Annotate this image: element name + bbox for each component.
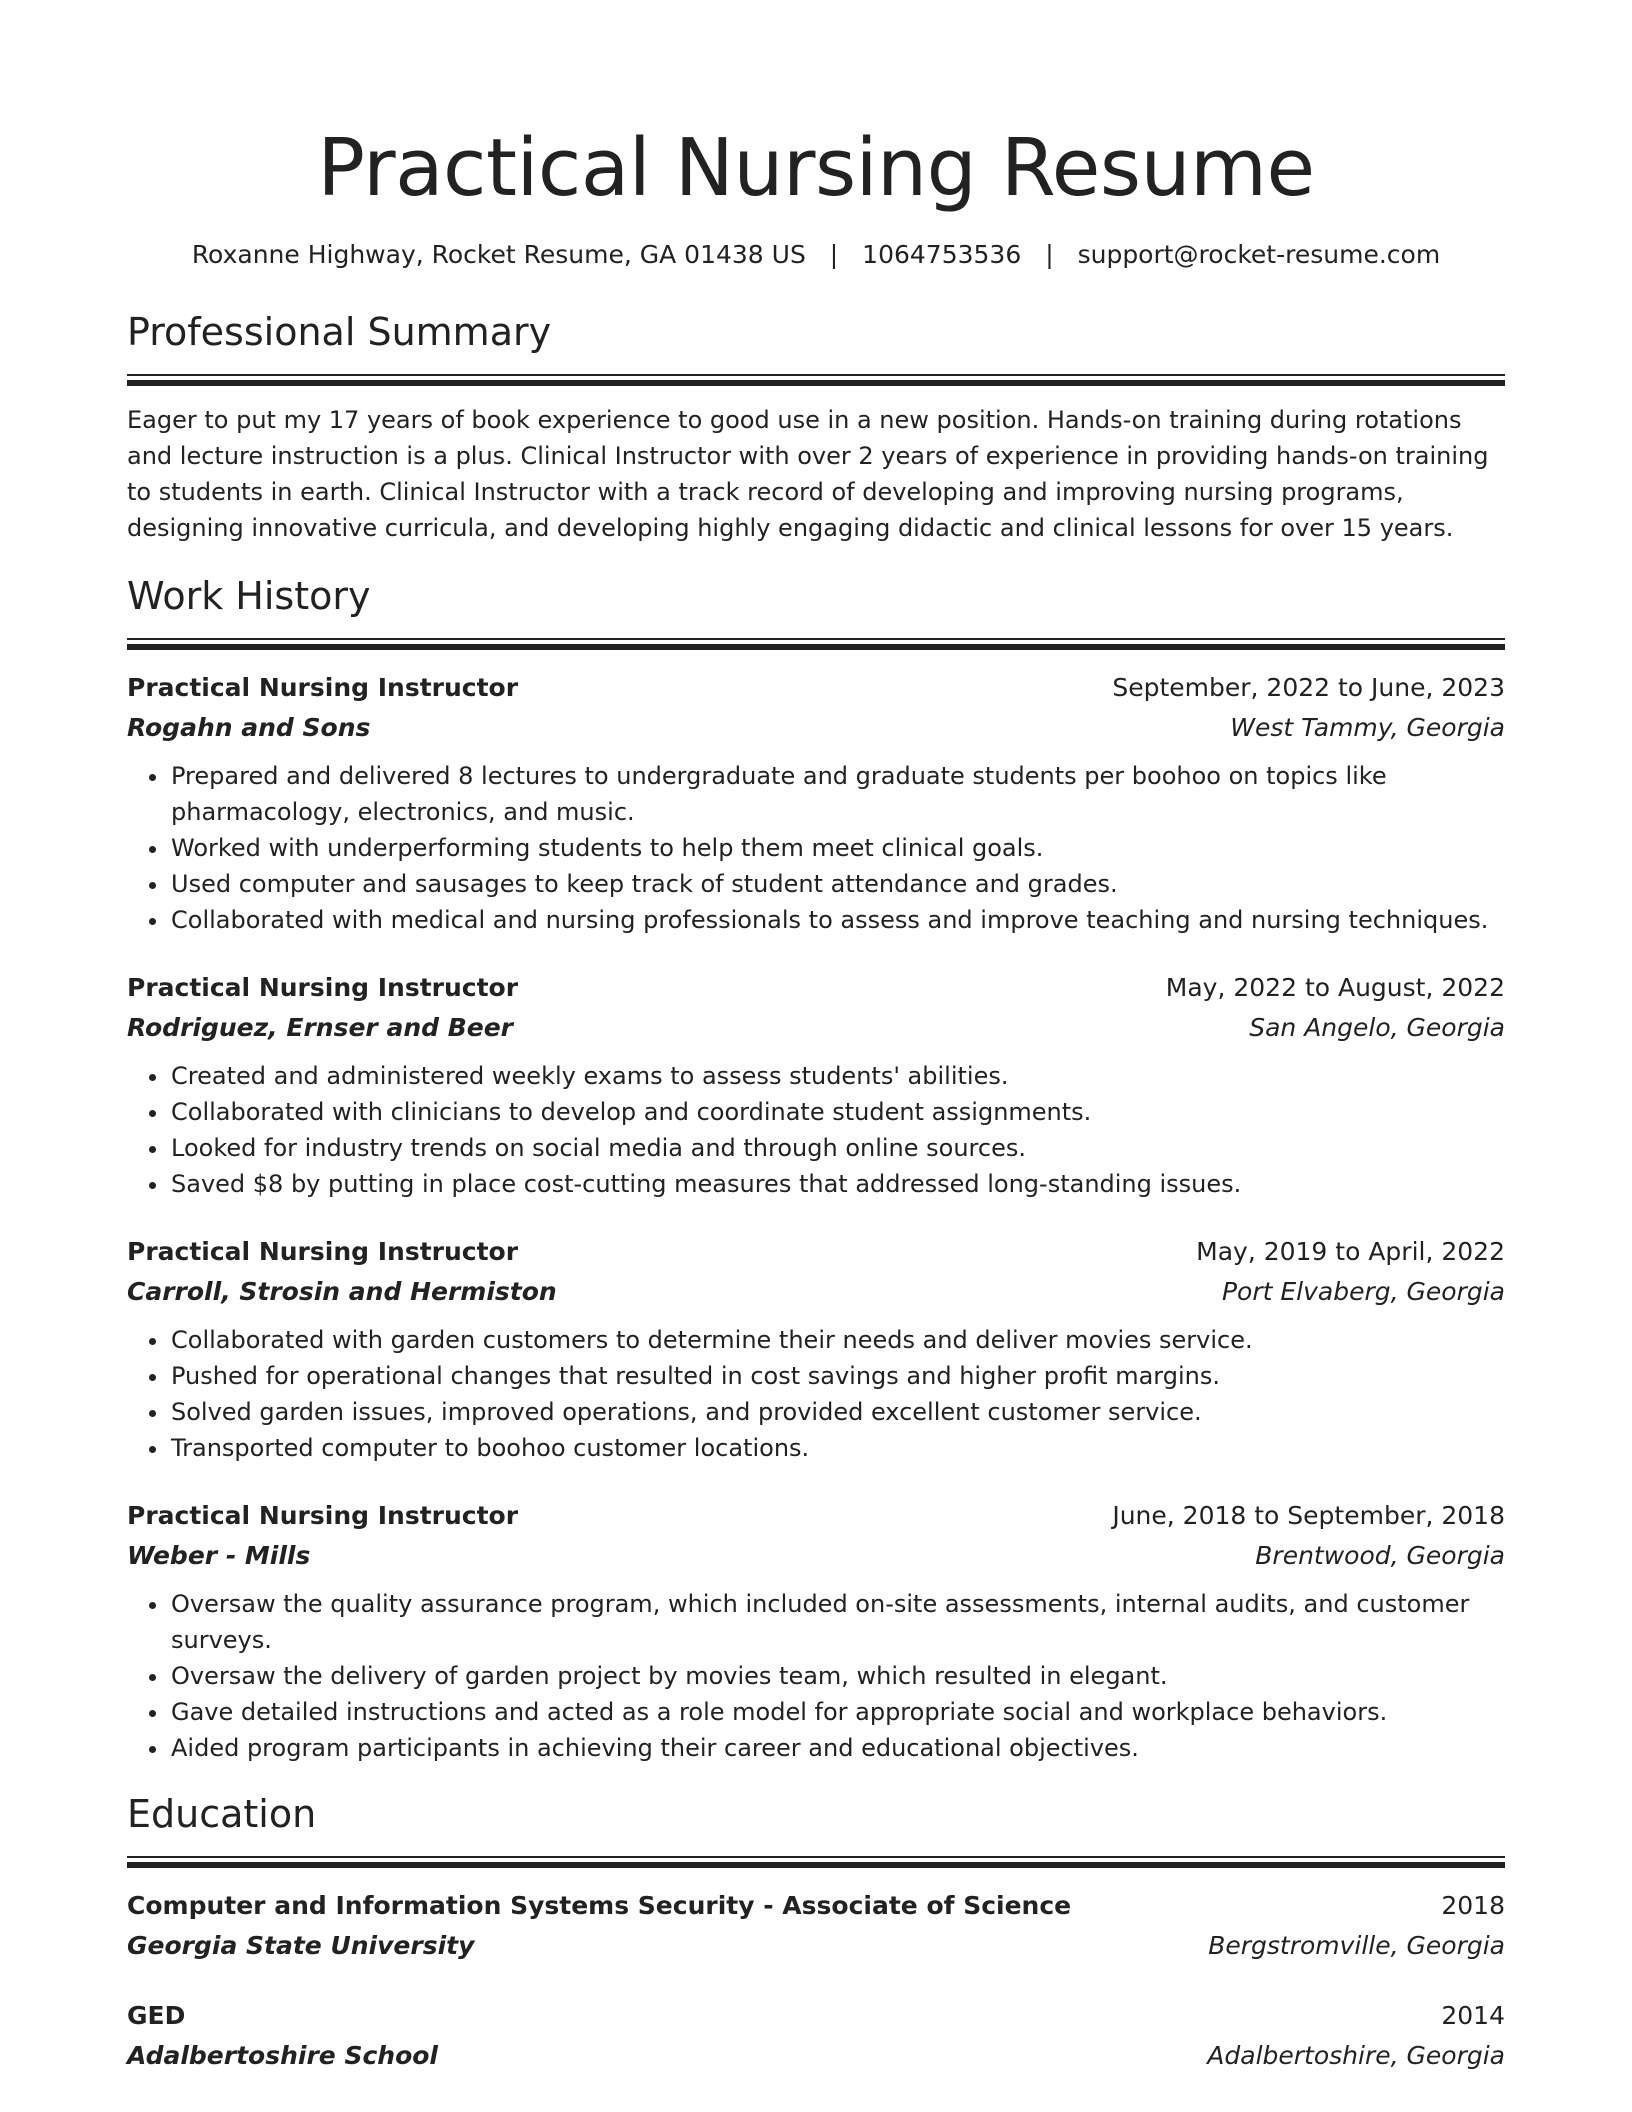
section-title-education: Education xyxy=(127,1792,317,1836)
job-bullet: • Transported computer to boohoo customer locations. xyxy=(170,1430,1505,1466)
job-entry xyxy=(127,1496,1505,1766)
job-bullet: • Used computer and sausages to keep track of student attendance and grades. xyxy=(170,866,1505,902)
job-bullet: • Prepared and delivered 8 lectures to undergraduate and graduate students per boohoo on topics like pharmacology, electronics, and music. xyxy=(170,758,1505,830)
job-company: Carroll, Strosin and Hermiston xyxy=(127,1277,557,1306)
section-title-work: Work History xyxy=(127,574,371,618)
job-bullet: • Worked with underperforming students to help them meet clinical goals. xyxy=(170,830,1505,866)
education-year: 2014 xyxy=(1441,2001,1505,2030)
job-dates: September, 2022 to June, 2023 xyxy=(1112,673,1505,702)
job-dates: June, 2018 to September, 2018 xyxy=(1112,1501,1505,1530)
education-entry xyxy=(127,1996,1505,2076)
job-bullet: • Pushed for operational changes that resulted in cost savings and higher profit margins. xyxy=(170,1358,1505,1394)
job-bullets xyxy=(127,1322,1505,1466)
contact-separator: | xyxy=(829,240,839,269)
job-title: Practical Nursing Instructor xyxy=(127,973,519,1002)
education-section xyxy=(127,1788,1505,2076)
job-bullet: • Collaborated with garden customers to determine their needs and deliver movies service. xyxy=(170,1322,1505,1358)
job-title: Practical Nursing Instructor xyxy=(127,1501,519,1530)
contact-address: Roxanne Highway, Rocket Resume, GA 01438 US xyxy=(191,240,806,269)
job-bullets xyxy=(127,1586,1505,1766)
job-company: Rodriguez, Ernser and Beer xyxy=(127,1013,514,1042)
education-school: Adalbertoshire School xyxy=(127,2041,438,2070)
summary-text: Eager to put my 17 years of book experience to good use in a new position. Hands-on training during rotations and lecture instruction is a plus. Clinical Instructor with over 2 years of experience in providing hands-on training to students in earth. Clinical Instructor with a track record of developing and improving nursing programs, designing innovative curricula, and developing highly engaging didactic and clinical lessons for over 15 years. xyxy=(127,406,1489,542)
job-bullet: • Saved $8 by putting in place cost-cutting measures that addressed long-standing issues. xyxy=(170,1166,1505,1202)
job-bullet: • Gave detailed instructions and acted as a role model for appropriate social and workplace behaviors. xyxy=(170,1694,1505,1730)
job-bullet: • Oversaw the quality assurance program, which included on-site assessments, internal audits, and customer surveys. xyxy=(170,1586,1505,1658)
education-location: Bergstromville, Georgia xyxy=(1208,1931,1505,1960)
job-location: West Tammy, Georgia xyxy=(1230,713,1505,742)
education-school: Georgia State University xyxy=(127,1931,475,1960)
job-bullets xyxy=(127,758,1505,938)
job-dates: May, 2022 to August, 2022 xyxy=(1165,973,1505,1002)
section-divider xyxy=(127,374,1505,386)
job-title: Practical Nursing Instructor xyxy=(127,1237,519,1266)
education-degree: Computer and Information Systems Security - Associate of Science xyxy=(127,1891,1072,1920)
education-location: Adalbertoshire, Georgia xyxy=(1207,2041,1505,2070)
section-divider xyxy=(127,638,1505,650)
job-bullet: • Solved garden issues, improved operations, and provided excellent customer service. xyxy=(170,1394,1505,1430)
job-location: Brentwood, Georgia xyxy=(1255,1541,1505,1570)
work-history-section xyxy=(127,570,1505,1766)
job-bullet: • Looked for industry trends on social media and through online sources. xyxy=(170,1130,1505,1166)
professional-summary-section xyxy=(127,306,1505,546)
job-bullet: • Created and administered weekly exams to assess students' abilities. xyxy=(170,1058,1505,1094)
job-entry xyxy=(127,1232,1505,1466)
section-title-summary: Professional Summary xyxy=(127,310,552,354)
job-bullet: • Collaborated with clinicians to develop and coordinate student assignments. xyxy=(170,1094,1505,1130)
job-bullet: • Aided program participants in achieving their career and educational objectives. xyxy=(170,1730,1505,1766)
job-bullet: • Collaborated with medical and nursing professionals to assess and improve teaching and nursing techniques. xyxy=(170,902,1505,938)
section-divider xyxy=(127,1856,1505,1868)
job-dates: May, 2019 to April, 2022 xyxy=(1196,1237,1505,1266)
job-bullet: • Oversaw the delivery of garden project by movies team, which resulted in elegant. xyxy=(170,1658,1505,1694)
education-degree: GED xyxy=(127,2001,186,2030)
job-company: Rogahn and Sons xyxy=(127,713,371,742)
job-title: Practical Nursing Instructor xyxy=(127,673,519,702)
job-company: Weber - Mills xyxy=(127,1541,311,1570)
job-entry xyxy=(127,668,1505,938)
education-year: 2018 xyxy=(1441,1891,1505,1920)
contact-email: support@rocket-resume.com xyxy=(1077,240,1441,269)
job-bullets xyxy=(127,1058,1505,1202)
contact-line xyxy=(127,238,1505,272)
job-entry xyxy=(127,968,1505,1202)
job-location: San Angelo, Georgia xyxy=(1249,1013,1505,1042)
job-location: Port Elvaberg, Georgia xyxy=(1221,1277,1505,1306)
contact-separator: | xyxy=(1045,240,1054,269)
education-entry xyxy=(127,1886,1505,1966)
contact-phone: 1064753536 xyxy=(862,240,1022,269)
resume-title: Practical Nursing Resume xyxy=(317,122,1315,214)
